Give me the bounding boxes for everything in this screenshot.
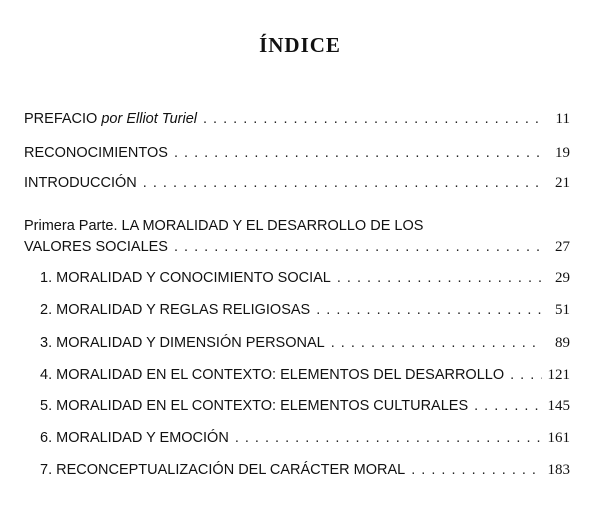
dot-leader <box>331 335 542 351</box>
toc-chapter-label: 3. MORALIDAD Y DIMENSIÓN PERSONAL <box>40 335 325 351</box>
toc-page-number: 29 <box>555 270 570 286</box>
dot-leader <box>174 145 542 161</box>
toc-chapter-2[interactable] <box>40 302 570 322</box>
toc-chapter-6[interactable] <box>40 430 570 450</box>
dot-leader <box>143 175 542 191</box>
toc-chapter-label: 5. MORALIDAD EN EL CONTEXTO: ELEMENTOS CULTURALES <box>40 398 469 414</box>
toc-entry-label: PREFACIO por Elliot Turiel <box>24 111 197 127</box>
toc-chapter-3[interactable] <box>40 335 570 355</box>
dot-leader <box>174 239 542 255</box>
toc-entry-primera-parte[interactable] <box>24 239 570 259</box>
toc-page-number: 161 <box>547 430 570 446</box>
dot-leader <box>474 398 541 414</box>
dot-leader <box>235 430 542 446</box>
toc-part-title-line2: VALORES SOCIALES <box>24 239 168 255</box>
dot-leader <box>337 270 542 286</box>
page-title: ÍNDICE <box>259 33 341 57</box>
dot-leader <box>203 111 542 127</box>
toc-page-number: 11 <box>555 111 570 127</box>
toc-entry-prefacio[interactable] <box>24 111 570 131</box>
dot-leader <box>510 367 541 383</box>
toc-entry-label: INTRODUCCIÓN <box>24 175 137 191</box>
toc-chapter-4[interactable] <box>40 367 570 387</box>
dot-leader <box>316 302 542 318</box>
toc-part-title-line1: Primera Parte. LA MORALIDAD Y EL DESARROLLO DE LOS <box>24 218 424 234</box>
toc-chapter-1[interactable] <box>40 270 570 290</box>
toc-page-number: 27 <box>555 239 570 255</box>
toc-chapter-label: 7. RECONCEPTUALIZACIÓN DEL CARÁCTER MORAL <box>40 462 406 478</box>
toc-page-number: 183 <box>547 462 570 478</box>
toc-chapter-label: 1. MORALIDAD Y CONOCIMIENTO SOCIAL <box>40 270 331 286</box>
toc-chapter-label: 4. MORALIDAD EN EL CONTEXTO: ELEMENTOS DEL DESARROLLO <box>40 367 505 383</box>
toc-chapter-7[interactable] <box>40 462 570 482</box>
toc-chapter-label: 6. MORALIDAD Y EMOCIÓN <box>40 430 229 446</box>
dot-leader <box>411 462 541 478</box>
toc-chapter-5[interactable] <box>40 398 570 418</box>
toc-page-number: 19 <box>555 145 570 161</box>
toc-chapter-label: 2. MORALIDAD Y REGLAS RELIGIOSAS <box>40 302 311 318</box>
toc-page-number: 51 <box>555 302 570 318</box>
toc-page-number: 121 <box>547 367 570 383</box>
toc-entry-introduccion[interactable] <box>24 175 570 195</box>
toc-entry-reconocimientos[interactable] <box>24 145 570 165</box>
toc-entry-label: RECONOCIMIENTOS <box>24 145 168 161</box>
toc-page-number: 145 <box>547 398 570 414</box>
toc-page-number: 21 <box>555 175 570 191</box>
toc-page-number: 89 <box>555 335 570 351</box>
